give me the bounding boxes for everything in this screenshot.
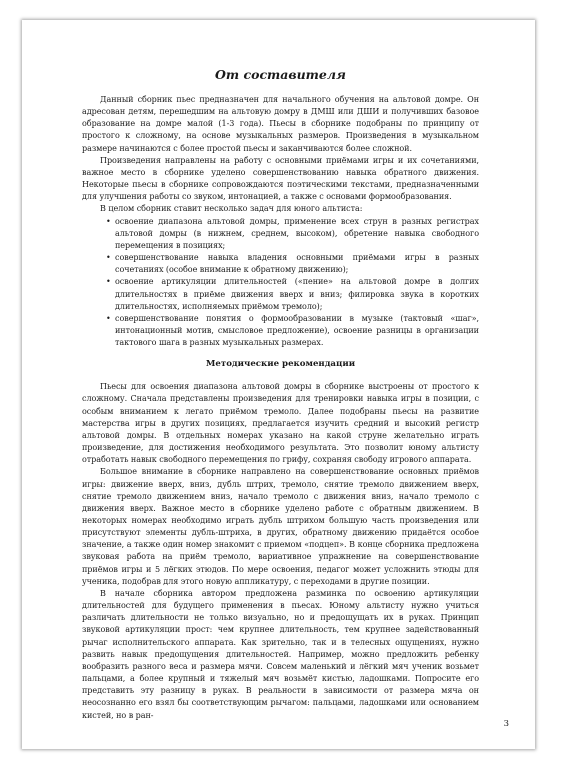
- bullet-icon: •: [106, 313, 111, 323]
- bullet-icon: •: [106, 277, 111, 287]
- intro-paragraph: В целом сборник ставит несколько задач для юного альтиста:: [100, 204, 363, 214]
- page-title: От составителя: [215, 67, 346, 82]
- method-paragraph: В начале сборника автором предложена разминка по освоению артикуляции длительностей для будущего применения в пьесах. Юному альтисту нужно учиться различать длительности не только визуально, но и предощущать их в руках. Принцип звуковой артикуляции прост: чем крупнее длительность, тем крупнее задействованный рычаг исполнительского аппарата. Как зрительно, так и в телесных ощущениях, нужно развить навык предощущения длительностей. Например, можно предложить ребенку вообразить разного веса и размера мячи. Совсем маленький и лёгкий мяч ученик возьмет пальцами, а более крупный и тяжелый мяч возьмёт кистью, ладошками. Попросите его представить эту разницу в руках. В реальности в зависимости от размера мяча он неосознанно его взял бы соответствующим рычагом: пальцами, ладошками или основанием кистей, но в ран-: [82, 588, 479, 720]
- page-number: 3: [503, 719, 509, 729]
- task-list-item: [106, 216, 479, 252]
- method-paragraph: Пьесы для освоения диапазона альтовой домры в сборнике выстроены от простого к сложному. Сначала представлены произведения для тренировки навыка игры в позиции, с особым вниманием к легато приёмом тремоло. Далее подобраны пьесы на развитие мастерства игры в других позициях, предлагается изучить средний и высокий регистр альтовой домры. В отдельных номерах указано на какой струне желательно играть произведение, для достижения необходимого результата. Это позволит юному альтисту отработать навык свободного перемещения по грифу, сохраняя свободу игрового аппарата.: [82, 382, 479, 465]
- task-text: освоение артикуляции длительностей («пение» на альтовой домре в долгих длительностях в приёме движения вверх и вниз; филировка звука в коротких длительностях, исполняемых приёмом тремоло);: [115, 277, 479, 311]
- task-list-item: [106, 313, 479, 349]
- intro-paragraph: Произведения направлены на работу с основными приёмами игры и их сочетаниями, важное место в сборнике уделено совершенствованию навыка обратного движения. Некоторые пьесы в сборнике сопровождаются поэтическими текстами, предназначенными для улучшения работы со звуком, интонацией, а также с основами формообразования.: [82, 155, 479, 202]
- bullet-icon: •: [106, 216, 111, 226]
- bullet-icon: •: [106, 253, 111, 263]
- task-text: совершенствование навыка владения основными приёмами игры в разных сочетаниях (особое внимание к обратному движению);: [115, 253, 479, 275]
- task-text: освоение диапазона альтовой домры, применение всех струн в разных регистрах альтовой домры (в нижнем, среднем, высоком), обретение навыка свободного перемещения в позициях;: [115, 216, 479, 250]
- section-heading: Методические рекомендации: [205, 359, 356, 370]
- task-list-item: [106, 276, 479, 312]
- task-list-item: [106, 252, 479, 276]
- method-paragraph: Большое внимание в сборнике направлено на совершенствование основных приёмов игры: движение вверх, вниз, дубль штрих, тремоло, снятие тремоло движением вверх, снятие тремоло движением вниз, начало тремоло с движения вниз, начало тремоло с движения вверх. Важное место в сборнике уделено работе с обратным движением. В некоторых номерах необходимо играть дубль штрихом большую часть произведения или присутствуют элементы дубль-штриха, в других, обратному движению придаётся особое значение, а также один номер знакомит с приемом «подцеп». В конце сборника предложена звуковая работа на приём тремоло, вариативное упражнение на совершенствование приёмов игры и 5 лёгких этюдов. По мере освоения, педагог может усложнить этюды для ученика, подобрав для этого новую аппликатуру, с переходами в другие позиции.: [82, 467, 479, 586]
- document-page: [22, 20, 535, 749]
- task-text: совершенствование понятия о формообразовании в музыке (тактовый «шаг», интонационный мотив, смысловое предложение), освоение разницы в организации тактового шага в разных музыкальных размерах.: [115, 313, 479, 348]
- intro-paragraph: Данный сборник пьес предназначен для начального обучения на альтовой домре. Он адресован детям, перешедшим на альтовую домру в ДМШ или ДШИ и получивших базовое образование на домре малой (1-3 года). Пьесы в сборнике подобраны по принципу от простого к сложному, на основе музыкальных размеров. Произведения в музыкальном размере начинаются с более простой пьесы и заканчиваются более сложной.: [82, 95, 479, 153]
- task-list: [82, 216, 479, 350]
